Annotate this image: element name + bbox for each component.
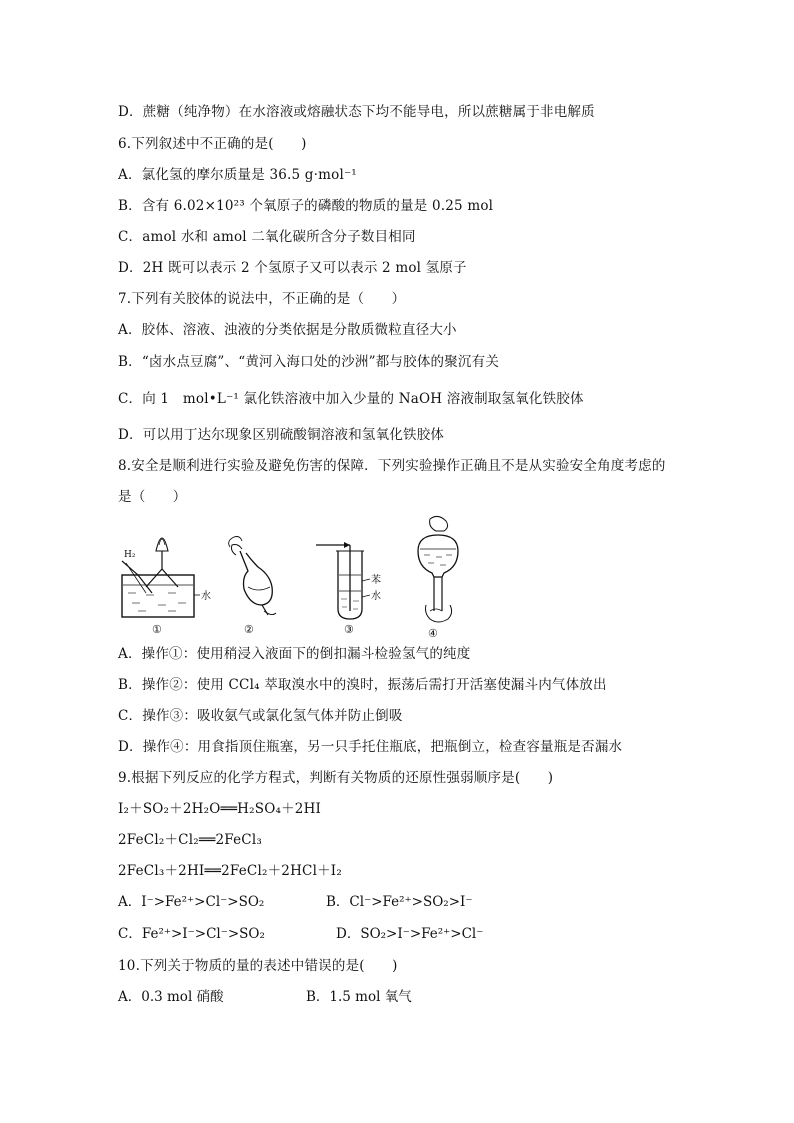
q6-option-b: B．含有 6.02×10²³ 个氧原子的磷酸的物质的量是 0.25 mol bbox=[118, 198, 494, 214]
question-7: 7.下列有关胶体的说法中，不正确的是（ ） bbox=[118, 291, 406, 307]
equation-1: I₂＋SO₂＋2H₂O══H₂SO₄＋2HI bbox=[118, 801, 322, 817]
q8-option-b: B．操作②：使用 CCl₄ 萃取溴水中的溴时，振荡后需打开活塞使漏斗内气体放出 bbox=[118, 677, 607, 693]
q10-option-a: A．0.3 mol 硝酸 bbox=[118, 989, 224, 1005]
question-10: 10.下列关于物质的量的表述中错误的是( ) bbox=[118, 958, 398, 974]
equation-2: 2FeCl₂＋Cl₂══2FeCl₃ bbox=[118, 832, 262, 848]
q9-option-c: C．Fe²⁺>I⁻>Cl⁻>SO₂ bbox=[118, 926, 265, 942]
question-9: 9.根据下列反应的化学方程式，判断有关物质的还原性强弱顺序是( ) bbox=[118, 770, 554, 786]
q6-option-a: A．氯化氢的摩尔质量是 36.5 g·mol⁻¹ bbox=[118, 167, 357, 183]
q8-option-c: C．操作③：吸收氨气或氯化氢气体并防止倒吸 bbox=[118, 708, 403, 724]
q7-option-c: C．向 1 mol•L⁻¹ 氯化铁溶液中加入少量的 NaOH 溶液制取氢氧化铁胶体 bbox=[118, 391, 584, 407]
operation-4-figure bbox=[408, 515, 468, 640]
equation-3: 2FeCl₃＋2HI══2FeCl₂＋2HCl＋I₂ bbox=[118, 863, 342, 879]
question-8-line2: 是（ ） bbox=[118, 489, 187, 505]
q10-option-b: B．1.5 mol 氧气 bbox=[306, 989, 412, 1005]
q7-option-d: D．可以用丁达尔现象区别硫酸铜溶液和氢氧化铁胶体 bbox=[118, 427, 445, 443]
q9-option-b: B．Cl⁻>Fe²⁺>SO₂>I⁻ bbox=[326, 894, 473, 910]
operation-3-figure bbox=[314, 515, 404, 640]
operation-3-number: ③ bbox=[344, 623, 354, 636]
lab-operations-figure bbox=[118, 515, 468, 640]
water-label-1: 水 bbox=[201, 591, 211, 602]
h2-label: H₂ bbox=[124, 550, 136, 560]
q5-option-d: D．蔗糖（纯净物）在水溶液或熔融状态下均不能导电，所以蔗糖属于非电解质 bbox=[118, 104, 595, 120]
operation-1-figure bbox=[118, 515, 218, 640]
q8-option-a: A．操作①：使用稍浸入液面下的倒扣漏斗检验氢气的纯度 bbox=[118, 646, 471, 662]
q7-option-a: A．胶体、溶液、浊液的分类依据是分散质微粒直径大小 bbox=[118, 322, 457, 338]
question-6: 6.下列叙述中不正确的是( ) bbox=[118, 136, 307, 152]
question-8-line1: 8.安全是顺利进行实验及避免伤害的保障．下列实验操作正确且不是从实验安全角度考虑的 bbox=[118, 458, 666, 474]
q9-option-d: D．SO₂>I⁻>Fe²⁺>Cl⁻ bbox=[336, 926, 484, 942]
operation-2-figure bbox=[218, 515, 288, 640]
q9-option-a: A．I⁻>Fe²⁺>Cl⁻>SO₂ bbox=[118, 894, 265, 910]
operation-2-number: ② bbox=[244, 623, 254, 636]
q7-option-b: B．“卤水点豆腐”、“黄河入海口处的沙洲”都与胶体的聚沉有关 bbox=[118, 354, 500, 370]
operation-4-number: ④ bbox=[428, 627, 438, 640]
q6-option-d: D．2H 既可以表示 2 个氢原子又可以表示 2 mol 氢原子 bbox=[118, 260, 467, 276]
water-label-3: 水 bbox=[371, 591, 381, 602]
operation-1-number: ① bbox=[152, 623, 162, 636]
q8-option-d: D．操作④：用食指顶住瓶塞，另一只手托住瓶底，把瓶倒立，检查容量瓶是否漏水 bbox=[118, 739, 623, 755]
q6-option-c: C．amol 水和 amol 二氧化碳所含分子数目相同 bbox=[118, 229, 416, 245]
benzene-label: 苯 bbox=[371, 575, 381, 586]
